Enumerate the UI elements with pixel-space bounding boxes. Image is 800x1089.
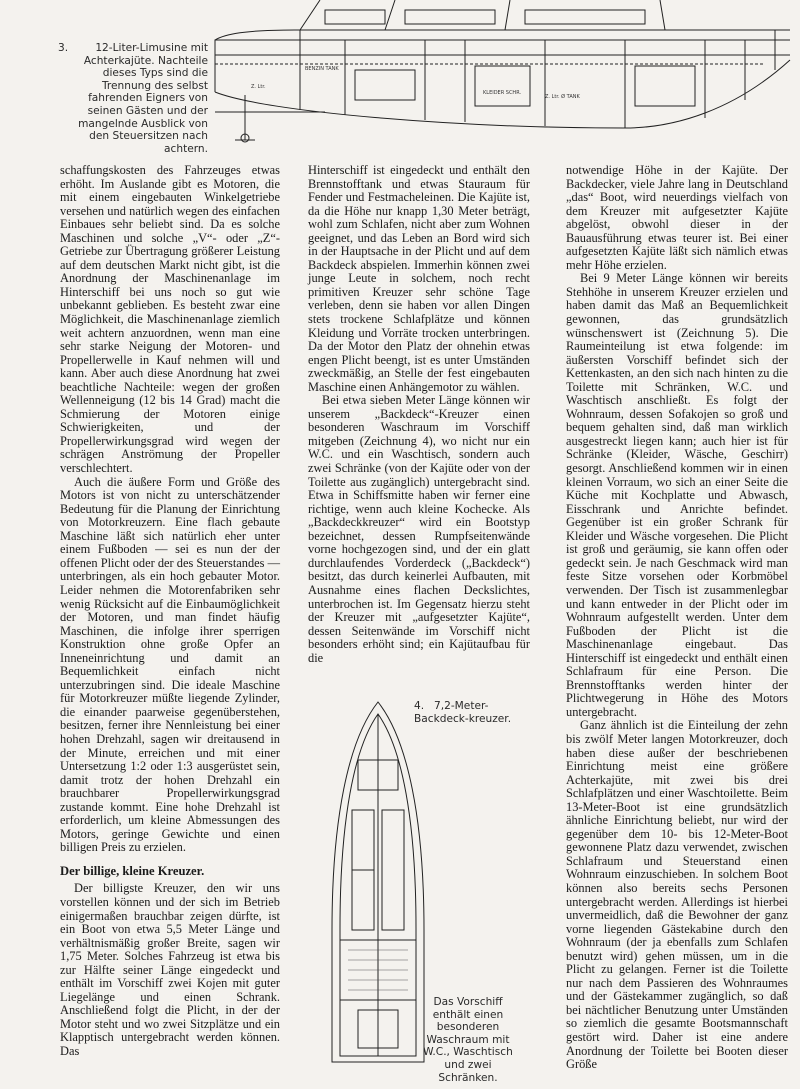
col1-paragraph: Der billigste Kreuzer, den wir uns vorstellen können und der sich im Betrieb einigermaßen brauchbar zeigen dürfte, ist ein Boot von etwa 5,5 Meter Länge und verhältnismäßig großer Breite, sagen wir 1,75 Meter. Solches Fahrzeug ist etwa bis zur Hälfte seiner Länge eingedeckt und enthält im Vorschiff zwei Kojen mit guter Liegelänge und einen Schrank. Anschließend folgt die Plicht, in der der Motor steht und wo zwei Sitzplätze und ein Klapptisch untergebracht werden können. Das (60, 881, 280, 1058)
column-1 (60, 164, 280, 1059)
svg-text:Z. Ltr.: Z. Ltr. (251, 84, 266, 90)
figure4-caption-text: 7,2-Meter-Backdeck-kreuzer. (414, 700, 512, 725)
column-2 (308, 164, 530, 665)
figure3-caption (58, 42, 208, 155)
col2-paragraph: Bei etwa sieben Meter Länge können wir unserem „Backdeck“-Kreuzer einen besonderen Waschraum im Vorschiff mitgeben (Zeichnung 4), wo nicht nur ein W.C. und ein Waschtisch, sondern auch zwei Schränke (von der Kajüte oder von der Toilette aus zugänglich) untergebracht sind. Etwa in Schiffsmitte haben wir ferner eine richtige, wenn auch kleine Kochecke. Als „Backdeckkreuzer“ wird ein Bootstyp bezeichnet, dessen Rumpfseitenwände vorne hochgezogen sind, und der ein glatt durchlaufendes Vorderdeck („Backdeck“) besitzt, das durch keinerlei Aufbauten, mit Ausnahme eines flachen Deckslichtes, unterbrochen ist. Im Gegensatz hierzu steht der Kreuzer mit „aufgesetzter Kajüte“, dessen Seitenwände im Vorschiff nicht besonders erhöht sind; ein Kajütaufbau für die (308, 393, 530, 665)
label-b: KLEIDER SCHR. (483, 90, 522, 96)
limousine-side-drawing (205, 0, 800, 150)
col3-paragraph: notwendige Höhe in der Kajüte. Der Backdecker, viele Jahre lang in Deutschland „das“ Boot, wird neuerdings vielfach von dem Kreuzer mit aufgesetzter Kajüte abgelöst, obwohl dieser in der Bauausführung etwas teurer ist. Bei einer aufgesetzten Kajüte läßt sich nämlich etwas mehr Höhe erzielen. (566, 163, 788, 272)
col2-paragraph: Hinterschiff ist eingedeckt und enthält den Brennstofftank und etwas Stauraum für Fender und Festmacheleinen. Die Kajüte ist, da die Höhe nur knapp 1,30 Meter beträgt, wohl zum Schlafen, nicht aber zum Wohnen geeignet, und das Leben an Bord wird sich in der Hauptsache in der Plicht und auf dem Backdeck abspielen. Immerhin können zwei junge Leute in solchem, noch recht primitiven Kreuzer sehr schöne Tage verleben, denn sie haben vor allen Dingen stets trockene Schlafplätze und können Kleidung und Vorräte trocken unterbringen. Da der Motor den Platz der ohnehin etwas engen Plicht beengt, ist es unter Umständen zweckmäßig, an Stelle der fest eingebauten Maschine einen Anhängemotor zu wählen. (308, 163, 530, 394)
section-heading: Der billige, kleine Kreuzer. (60, 863, 205, 878)
figure4-number: 4. (414, 700, 425, 712)
col1-paragraph: Auch die äußere Form und Größe des Motors ist von nicht zu unterschätzender Bedeutung für die Planung der Einrichtung von Motorkreuzern. Eine flach gebaute Maschine läßt sich natürlich eher unter einem Fußboden — sei es nun der der offenen Plicht oder der des Steuerstandes — unterbringen, als ein hoch gebauter Motor. Leider nehmen die Motorenfabriken sehr wenig Rücksicht auf die Einbaumöglichkeit der Motoren, und man findet häufig Maschinen, die infolge ihrer sperrigen Konstruktion ohne große Opfer an Inneneinrichtung und damit an Bequemlichkeit einfach nicht unterzubringen sind. Die ideale Maschine für Motorkreuzer müßte liegende Zylinder, die einander paarweise gegenüberstehen, besitzen, ferner ihre Nennleistung bei einer hohen Drehzahl, sagen wir dreitausend in der Minute, erreichen und mit einer Untersetzung 1:2 oder 1:3 ausgerüstet sein, damit trotz der hohen Drehzahl ein brauchbarer Propellerwirkungsgrad zustande kommt. Eine hohe Drehzahl ist erforderlich, um kleine Abmessungen des Motors, geringe Gewichte und einen billigen Preis zu erzielen. (60, 474, 280, 855)
figure3-caption-text: 12-Liter-Limusine mit Achterkajüte. Nachteile dieses Typs sind die Trennung des selbst fahrenden Eigners von seinen Gästen und der mangelnde Ausblick von den Steuersitzen nach achtern. (78, 42, 208, 155)
column-3 (566, 164, 788, 1072)
backdeck-cruiser-plan (328, 700, 428, 1070)
label-tank: Z. Ltr. Ø TANK (545, 94, 580, 100)
figure4-caption (414, 700, 539, 725)
figure3-number: 3. (58, 42, 69, 54)
col3-paragraph: Ganz ähnlich ist die Einteilung der zehn bis zwölf Meter langen Motorkreuzer, doch haben diese außer der beschriebenen Einrichtung meist eine größere Achterkajüte, mit zwei bis drei Schlafplätzen und einer Waschtoilette. Beim 13-Meter-Boot ist eine grundsätzlich ähnliche Einrichtung beliebt, nur wird der gegenüber dem 10- bis 12-Meter-Boot gewonnene Platz dazu verwendet, zwischen Schlafraum und Steuerstand einen Wohnraum einzuschieben. In solchem Boot können also bereits sechs Personen untergebracht werden. Allerdings ist hierbei unvermeidlich, daß die Bewohner der ganz vorne liegenden Gästekabine durch den Wohnraum (der ja ebenfalls zum Schlafen benutzt wird) gehen müssen, um in die Plicht zu gelangen. Ferner ist die Toilette nur nach dem Passieren des Wohnraumes und der Gästekammer zugänglich, so daß bei nächtlicher Benutzung unter Umständen so ziemlich die gesamte Bootsmannschaft gestört wird. Daher ist eine andere Anordnung der Toilette bei Booten dieser Größe (566, 718, 788, 1072)
figure4-inset-caption (418, 996, 518, 1084)
col1-paragraph: schaffungskosten des Fahrzeuges etwas erhöht. Im Auslande gibt es Motoren, die mit einem eingebauten Winkelgetriebe versehen und natürlich wegen des einfachen Einbaues sehr beliebt sind. Da es solche Maschinen und solche „V“- oder „Z“-Getriebe zur Übertragung größerer Leistung auf dem deutschen Markt nicht gibt, ist die Anordnung der Maschinenanlage im Hinterschiff bei uns noch so gut wie unbekannt geblieben. Es besteht zwar eine Möglichkeit, die Maschinenanlage ziemlich weit achtern anzuordnen, wenn man eine sehr starke Neigung der Motoren- und Propellerwelle in Kauf nehmen will und kann. Aber auch diese Anordnung hat zwei beachtliche Nachteile: wegen der großen Wellenneigung (12 bis 14 Grad) macht die Schmierung der Motoren einige Schwierigkeiten, und der Propellerwirkungsgrad wird wegen der schrägen Anströmung der Propeller verschlechtert. (60, 163, 280, 476)
col3-paragraph: Bei 9 Meter Länge können wir bereits Stehhöhe in unserem Kreuzer erzielen und haben damit das Maß an Bequemlichkeit gewonnen, das grundsätzlich wünschenswert ist (Zeichnung 5). Die Raumeinteilung ist etwa folgende: im äußersten Vorschiff befindet sich der Kettenkasten, an den sich nach hinten zu die Toilette mit Schränken, W.C. und Waschtisch anschließt. Es folgt der Wohnraum, dessen Sofakojen so groß und bequem gehalten sind, daß man wirklich ausgestreckt liegen kann; auch hier ist für Schränke (Kleider, Wäsche, Geschirr) gesorgt. Anschließend kommen wir in einen kleinen Vorraum, wo sich an einer Seite die Küche mit Kochplatte und Abwasch, Eisschrank und Anrichte befindet. Gegenüber ist ein großer Schrank für Kleider und Wäsche vorgesehen. Die Plicht ist groß und geräumig, sie kann offen oder gedeckt sein. Je nach Geschmack wird man feste Sitze vorsehen oder Korbmöbel verwenden. Der Tisch ist zusammenlegbar und kann entweder in der Plicht oder im Wohnraum aufgestellt werden. Unter dem Fußboden der Plicht ist die Maschinenanlage eingebaut. Das Hinterschiff ist eingedeckt und enthält einen Schlafraum für eine Person. Die Brennstofftanks werden hinter der Plichtwegerung in Höhe des Motors untergebracht. (566, 271, 788, 719)
label-a: BENZIN TANK (305, 66, 339, 72)
figure4-inset-text: Das Vorschiff enthält einen besonderen Waschraum mit W.C., Waschtisch und zwei Schränken. (423, 996, 513, 1084)
